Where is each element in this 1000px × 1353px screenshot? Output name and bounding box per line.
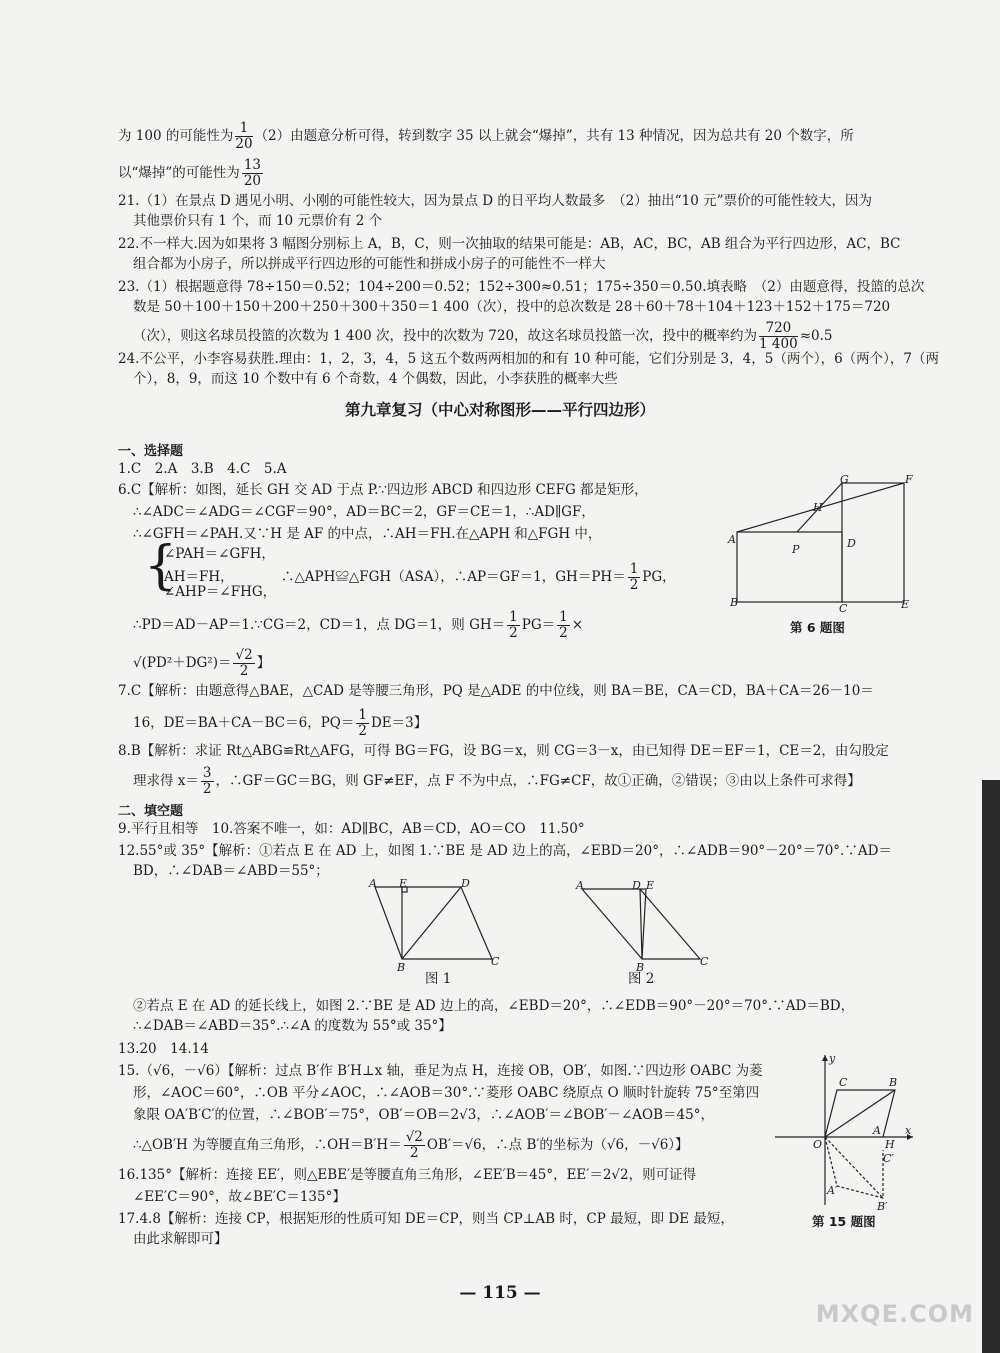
label-E: E <box>646 879 655 892</box>
answer-8: 8.B【解析：求证 Rt△ABG≌Rt△AFG，可得 BG＝FG，设 BG＝x，则 CG＝3－x，由已知得 DE＝EF＝1，CE＝2，由勾股定 <box>118 743 889 759</box>
answer-12-line: ②若点 E 在 AD 的延长线上，如图 2.∵BE 是 AD 边上的高，∠EBD＝20°，∴∠EDB＝90°－20°＝70°.∵AD＝BD， <box>133 998 855 1014</box>
label-D: D <box>632 879 641 892</box>
watermark: MXQE.COM <box>815 1300 974 1328</box>
answer-21: 21.（1）在景点 D 遇见小明、小刚的可能性较大，因为景点 D 的日平均人数最多 （2）抽出“10 元”票价的可能性较大，因为 <box>118 193 872 209</box>
answer-17-line: 由此求解即可】 <box>133 1231 228 1247</box>
answer-15: 15.（√6，－√6）【解析：过点 B′作 B′H⊥x 轴，垂足为点 H，连接 OB，OB′，如图.∵四边形 OABC 为菱 <box>118 1063 763 1079</box>
text: （次），则这名球员投篮的次数为 1 400 次，投中的次数为 720，故这名球员投篮一次，投中的概率约为 <box>133 328 758 344</box>
text-line <box>118 158 265 189</box>
answer-6-line: ∴∠ADC＝∠ADG＝∠CGF＝90°，AD＝BC＝2，GF＝CE＝1，∴AD∥GF， <box>133 504 595 520</box>
text: ≈0.5 <box>799 328 833 344</box>
answer-15-line: 形，∠AOC＝60°，∴OB 平分∠AOC，∴∠AOB＝30°.∵菱形 OABC 绕原点 O 顺时针旋转 75°至第四 <box>133 1085 760 1101</box>
page-number: — 115 — <box>459 1283 541 1303</box>
page-edge-shadow <box>982 780 1000 1353</box>
text: 为 100 的可能性为 <box>118 128 234 144</box>
brace-glyph: { <box>144 536 178 596</box>
fraction <box>233 648 254 679</box>
answer-16-line: ∠EE′C＝90°，故∠BE′C＝135°】 <box>133 1189 346 1205</box>
answer-6-line: ∠PAH＝∠GFH， <box>164 546 275 562</box>
answer-24: 24.不公平，小李容易获胜.理由：1，2，3，4，5 这五个数两两相加的和有 10 种可能，它们分别是 3，4，5（两个），6（两个），7（两 <box>118 351 939 367</box>
figure-12-2 <box>570 875 710 975</box>
text: PG， <box>642 569 676 585</box>
answer-6: 6.C【解析：如图，延长 GH 交 AD 于点 P.∵四边形 ABCD 和四边形 CEFG 都是矩形， <box>118 482 648 498</box>
numerator: 1 <box>509 609 518 625</box>
figure-15 <box>775 1050 920 1210</box>
text: × <box>571 617 584 633</box>
text: √(PD²＋DG²)＝ <box>133 655 232 671</box>
numerator: 1 <box>559 609 568 625</box>
answer-24-cont: 个），8，9，而这 10 个数中有 6 个奇数，4 个偶数，因此，小李获胜的概率大些 <box>133 371 618 387</box>
label-B: B <box>636 961 645 974</box>
label-B: B <box>889 1076 898 1089</box>
numerator: 13 <box>243 157 261 173</box>
numerator: 3 <box>202 765 212 781</box>
text: DE＝3】 <box>370 715 428 731</box>
answer-23: 23.（1）根据题意得 78÷150＝0.52；104÷200＝0.52；152÷300≈0.51；175÷350＝0.50.填表略 （2）由题意得，投篮的总次 <box>118 279 925 295</box>
label-H: H <box>885 1138 895 1151</box>
answer-15-line <box>133 1130 689 1161</box>
numerator: 1 <box>629 561 639 577</box>
label-A: A <box>728 533 736 546</box>
chapter-title: 第九章复习（中心对称图形——平行四边形） <box>344 401 655 419</box>
label-C: C <box>700 955 709 968</box>
numerator: 1 <box>235 121 252 137</box>
text: ∴PD＝AD－AP＝1.∵CG＝2，CD＝1，点 DG＝1，则 GH＝ <box>133 617 506 633</box>
label-P: P <box>792 543 800 556</box>
label-A: A <box>576 879 584 892</box>
fraction <box>759 321 798 352</box>
answers-9-11: 9.平行且相等 10.答案不唯一，如：AD∥BC，AB＝CD，AO＝CO 11.50° <box>118 821 585 837</box>
axis-x-label: x <box>905 1124 912 1137</box>
answer-22: 22.不一样大.因为如果将 3 幅图分别标上 A，B，C，则一次抽取的结果可能是：AB，AC，BC，AB 组合为平行四边形，AC，BC <box>118 236 901 252</box>
text: 理求得 x＝ <box>133 773 199 789</box>
label-C: C <box>839 602 848 615</box>
answer-16: 16.135°【解析：连接 EE′，则△EBE′是等腰直角三角形，∠EE′B＝45°，EE′＝2√2，则可证得 <box>118 1167 697 1183</box>
answer-23-cont2 <box>133 321 832 352</box>
label-C: C <box>491 955 500 968</box>
denominator: 2 <box>509 625 518 641</box>
section-heading: 二、填空题 <box>118 804 184 819</box>
denominator: 2 <box>410 1145 419 1161</box>
label-D: D <box>461 877 470 890</box>
text-line <box>118 121 854 152</box>
answer-23-cont: 数是 50＋100＋150＋200＋250＋300＋350＝1 400（次），投中的总次数是 28＋60＋78＋104＋123＋152＋175＝720 <box>133 299 891 315</box>
denominator: 2 <box>358 723 367 739</box>
numerator: 1 <box>358 707 367 723</box>
label-E: E <box>901 598 910 611</box>
figure-15-caption: 第 15 题图 <box>812 1214 876 1229</box>
fraction <box>507 610 520 641</box>
figure-6 <box>725 475 915 615</box>
label-A: A <box>873 1124 881 1137</box>
denominator: 1 400 <box>759 336 798 352</box>
answer-22-cont: 组合都为小房子，所以拼成平行四边形的可能性和拼成小房子的可能性不一样大 <box>133 256 606 272</box>
fraction <box>628 562 641 593</box>
axis-y-label: y <box>829 1052 836 1065</box>
label-E: E <box>399 877 408 890</box>
fraction <box>404 1130 425 1161</box>
text: （2）由题意分析可得，转到数字 35 以上就会“爆掉”，共有 13 种情况，因为总共有 20 个数字，所 <box>254 128 854 144</box>
answers-13-14: 13.20 14.14 <box>118 1041 209 1057</box>
fraction <box>235 121 252 152</box>
text: PG＝ <box>521 617 556 633</box>
answer-12-line: BD，∴∠DAB＝∠ABD＝55°； <box>133 863 329 879</box>
answer-7-line <box>133 708 427 739</box>
answer-21-cont: 其他票价只有 1 个，而 10 元票价有 2 个 <box>133 213 383 229</box>
label-G: G <box>840 475 849 486</box>
figure-12-2-caption: 图 2 <box>628 971 655 987</box>
fraction <box>356 708 369 739</box>
text: AH＝FH， ∴△APH≌△FGH（ASA），∴AP＝GF＝1，GH＝PH＝ <box>164 569 626 585</box>
label-A: A <box>369 877 377 890</box>
section-heading: 一、选择题 <box>118 444 184 459</box>
text: 】 <box>256 655 271 671</box>
label-C-prime: C′ <box>883 1152 894 1165</box>
text: 16，DE＝BA＋CA－BC＝6，PQ＝ <box>133 715 355 731</box>
answer-12: 12.55°或 35°【解析：①若点 E 在 AD 上，如图 1.∵BE 是 AD 边上的高，∠EBD＝20°，∴∠ADB＝90°－20°＝70°.∵AD＝ <box>118 843 892 859</box>
fraction <box>242 158 263 189</box>
answer-6-line: ∴∠GFH＝∠PAH.又∵H 是 AF 的中点，∴AH＝FH.在△APH 和△FGH 中， <box>133 526 602 542</box>
text: ∴△OB′H 为等腰直角三角形，∴OH＝B′H＝ <box>133 1137 402 1153</box>
figure-12-1-caption: 图 1 <box>425 971 452 987</box>
numerator: √2 <box>405 1129 423 1145</box>
fraction <box>557 610 570 641</box>
label-D: D <box>847 537 856 550</box>
answer-6-line <box>133 648 270 679</box>
numerator: 720 <box>759 321 798 337</box>
answer-8-line <box>133 766 861 797</box>
denominator: 2 <box>629 577 639 593</box>
answer-6-line <box>133 610 583 641</box>
label-O: O <box>813 1138 823 1151</box>
denominator: 2 <box>559 625 568 641</box>
label-B: B <box>730 596 739 609</box>
denominator: 20 <box>235 136 253 152</box>
text: 以“爆掉”的可能性为 <box>118 165 240 181</box>
answer-15-line: 象限 OA′B′C′的位置，∴∠BOB′＝75°，OB′＝OB＝2√3，∴∠AOB′＝∠BOB′－∠AOB＝45°， <box>133 1107 714 1123</box>
answer-7: 7.C【解析：由题意得△BAE，△CAD 是等腰三角形，PQ 是△ADE 的中位线，则 BA＝BE，CA＝CD，BA＋CA＝26－10＝ <box>118 683 874 699</box>
label-B: B <box>397 961 406 974</box>
answer-12-line: ∴∠DAB＝∠ABD＝35°.∴∠A 的度数为 55°或 35°】 <box>133 1018 452 1034</box>
label-H: H <box>813 501 823 514</box>
fraction <box>201 766 214 797</box>
denominator: 20 <box>243 173 261 189</box>
answer-17: 17.4.8【解析：连接 CP，根据矩形的性质可知 DE＝CP，则当 CP⊥AB 时，CP 最短，即 DE 最短， <box>118 1211 734 1227</box>
figure-12-1 <box>365 875 505 975</box>
figure-6-caption: 第 6 题图 <box>790 620 845 635</box>
numerator: √2 <box>235 647 253 663</box>
label-B-prime: B′ <box>877 1200 888 1210</box>
text: ，∴GF＝GC＝BG，则 GF≠EF，点 F 不为中点，∴FG≠CF，故①正确，②错误；③由以上条件可求得】 <box>215 773 861 789</box>
denominator: 2 <box>202 781 212 797</box>
denominator: 2 <box>239 663 249 679</box>
label-A-prime: A′ <box>827 1184 838 1197</box>
label-F: F <box>905 475 913 486</box>
answers-1-5: 1.C 2.A 3.B 4.C 5.A <box>118 461 287 477</box>
answer-6-line: ∠AHP＝∠FHG， <box>164 584 277 600</box>
label-C: C <box>839 1076 848 1089</box>
text: OB′＝√6，∴点 B′的坐标为（√6，－√6）】 <box>426 1137 689 1153</box>
